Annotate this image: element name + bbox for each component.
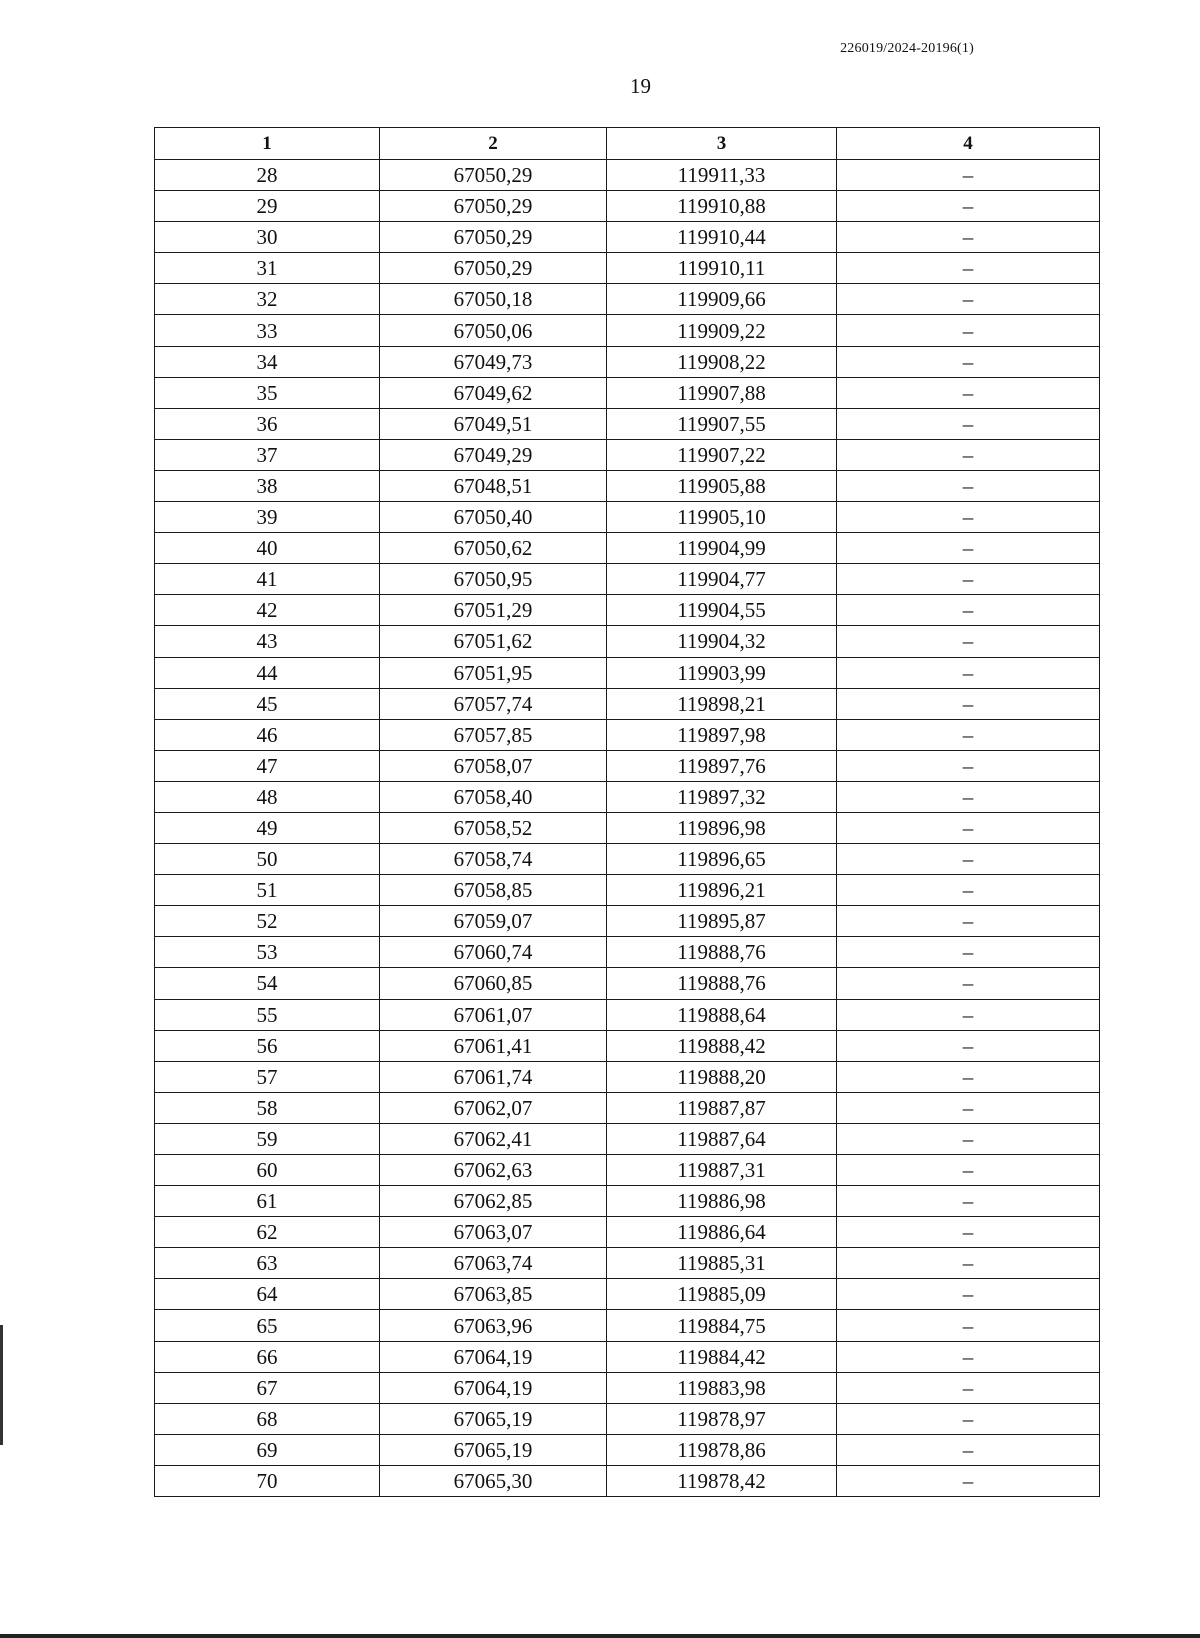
point-number-cell: 32 xyxy=(155,284,380,315)
table-row xyxy=(155,160,1100,191)
note-cell: – xyxy=(837,408,1100,439)
point-number-cell: 29 xyxy=(155,191,380,222)
x-coordinate-cell: 67065,19 xyxy=(380,1403,607,1434)
y-coordinate-cell: 119896,98 xyxy=(607,812,837,843)
x-coordinate-cell: 67050,06 xyxy=(380,315,607,346)
x-coordinate-cell: 67063,74 xyxy=(380,1248,607,1279)
x-coordinate-cell: 67061,07 xyxy=(380,999,607,1030)
x-coordinate-cell: 67051,62 xyxy=(380,626,607,657)
y-coordinate-cell: 119883,98 xyxy=(607,1372,837,1403)
y-coordinate-cell: 119907,22 xyxy=(607,439,837,470)
note-cell: – xyxy=(837,1061,1100,1092)
y-coordinate-cell: 119885,09 xyxy=(607,1279,837,1310)
x-coordinate-cell: 67057,85 xyxy=(380,719,607,750)
y-coordinate-cell: 119905,88 xyxy=(607,470,837,501)
x-coordinate-cell: 67062,63 xyxy=(380,1155,607,1186)
table-row xyxy=(155,1061,1100,1092)
x-coordinate-cell: 67059,07 xyxy=(380,906,607,937)
point-number-cell: 49 xyxy=(155,812,380,843)
note-cell: – xyxy=(837,1372,1100,1403)
x-coordinate-cell: 67050,95 xyxy=(380,564,607,595)
note-cell: – xyxy=(837,377,1100,408)
table-row xyxy=(155,999,1100,1030)
table-row xyxy=(155,1341,1100,1372)
y-coordinate-cell: 119887,64 xyxy=(607,1123,837,1154)
y-coordinate-cell: 119888,20 xyxy=(607,1061,837,1092)
note-cell: – xyxy=(837,533,1100,564)
table-row xyxy=(155,626,1100,657)
table-row xyxy=(155,968,1100,999)
column-header-3: 3 xyxy=(607,128,837,160)
table-row xyxy=(155,1403,1100,1434)
note-cell: – xyxy=(837,719,1100,750)
note-cell: – xyxy=(837,502,1100,533)
point-number-cell: 67 xyxy=(155,1372,380,1403)
point-number-cell: 69 xyxy=(155,1434,380,1465)
x-coordinate-cell: 67060,85 xyxy=(380,968,607,999)
x-coordinate-cell: 67058,52 xyxy=(380,812,607,843)
table-header xyxy=(155,128,1100,160)
table-row xyxy=(155,844,1100,875)
y-coordinate-cell: 119904,55 xyxy=(607,595,837,626)
note-cell: – xyxy=(837,875,1100,906)
note-cell: – xyxy=(837,315,1100,346)
y-coordinate-cell: 119895,87 xyxy=(607,906,837,937)
y-coordinate-cell: 119896,21 xyxy=(607,875,837,906)
table-row xyxy=(155,906,1100,937)
note-cell: – xyxy=(837,191,1100,222)
y-coordinate-cell: 119909,22 xyxy=(607,315,837,346)
note-cell: – xyxy=(837,999,1100,1030)
note-cell: – xyxy=(837,346,1100,377)
table-row xyxy=(155,1465,1100,1496)
x-coordinate-cell: 67050,40 xyxy=(380,502,607,533)
y-coordinate-cell: 119910,44 xyxy=(607,222,837,253)
table-row xyxy=(155,1155,1100,1186)
note-cell: – xyxy=(837,1030,1100,1061)
y-coordinate-cell: 119887,31 xyxy=(607,1155,837,1186)
y-coordinate-cell: 119878,97 xyxy=(607,1403,837,1434)
note-cell: – xyxy=(837,1186,1100,1217)
x-coordinate-cell: 67050,29 xyxy=(380,191,607,222)
table-row xyxy=(155,253,1100,284)
table-row xyxy=(155,781,1100,812)
note-cell: – xyxy=(837,1310,1100,1341)
table-row xyxy=(155,1248,1100,1279)
point-number-cell: 28 xyxy=(155,160,380,191)
note-cell: – xyxy=(837,968,1100,999)
note-cell: – xyxy=(837,470,1100,501)
y-coordinate-cell: 119884,75 xyxy=(607,1310,837,1341)
x-coordinate-cell: 67060,74 xyxy=(380,937,607,968)
point-number-cell: 37 xyxy=(155,439,380,470)
table-row xyxy=(155,1123,1100,1154)
y-coordinate-cell: 119885,31 xyxy=(607,1248,837,1279)
table-body xyxy=(155,160,1100,1497)
note-cell: – xyxy=(837,160,1100,191)
y-coordinate-cell: 119910,88 xyxy=(607,191,837,222)
x-coordinate-cell: 67049,62 xyxy=(380,377,607,408)
table-row xyxy=(155,533,1100,564)
x-coordinate-cell: 67058,85 xyxy=(380,875,607,906)
page-number: 19 xyxy=(630,74,651,98)
column-header-4: 4 xyxy=(837,128,1100,160)
point-number-cell: 31 xyxy=(155,253,380,284)
point-number-cell: 43 xyxy=(155,626,380,657)
table-row xyxy=(155,564,1100,595)
x-coordinate-cell: 67049,29 xyxy=(380,439,607,470)
note-cell: – xyxy=(837,439,1100,470)
note-cell: – xyxy=(837,626,1100,657)
point-number-cell: 40 xyxy=(155,533,380,564)
y-coordinate-cell: 119904,99 xyxy=(607,533,837,564)
point-number-cell: 46 xyxy=(155,719,380,750)
x-coordinate-cell: 67061,74 xyxy=(380,1061,607,1092)
note-cell: – xyxy=(837,906,1100,937)
y-coordinate-cell: 119887,87 xyxy=(607,1092,837,1123)
y-coordinate-cell: 119898,21 xyxy=(607,688,837,719)
note-cell: – xyxy=(837,1279,1100,1310)
scan-edge-mark xyxy=(0,1325,3,1445)
y-coordinate-cell: 119888,76 xyxy=(607,968,837,999)
point-number-cell: 64 xyxy=(155,1279,380,1310)
point-number-cell: 58 xyxy=(155,1092,380,1123)
note-cell: – xyxy=(837,688,1100,719)
x-coordinate-cell: 67062,41 xyxy=(380,1123,607,1154)
point-number-cell: 45 xyxy=(155,688,380,719)
x-coordinate-cell: 67058,74 xyxy=(380,844,607,875)
table-row xyxy=(155,595,1100,626)
y-coordinate-cell: 119884,42 xyxy=(607,1341,837,1372)
note-cell: – xyxy=(837,564,1100,595)
point-number-cell: 50 xyxy=(155,844,380,875)
table-row xyxy=(155,750,1100,781)
note-cell: – xyxy=(837,1341,1100,1372)
note-cell: – xyxy=(837,1465,1100,1496)
point-number-cell: 53 xyxy=(155,937,380,968)
y-coordinate-cell: 119907,88 xyxy=(607,377,837,408)
note-cell: – xyxy=(837,937,1100,968)
point-number-cell: 55 xyxy=(155,999,380,1030)
point-number-cell: 33 xyxy=(155,315,380,346)
note-cell: – xyxy=(837,222,1100,253)
note-cell: – xyxy=(837,595,1100,626)
point-number-cell: 36 xyxy=(155,408,380,439)
table-row xyxy=(155,346,1100,377)
table-row xyxy=(155,284,1100,315)
x-coordinate-cell: 67065,19 xyxy=(380,1434,607,1465)
x-coordinate-cell: 67048,51 xyxy=(380,470,607,501)
table-row xyxy=(155,1310,1100,1341)
x-coordinate-cell: 67050,29 xyxy=(380,253,607,284)
column-header-1: 1 xyxy=(155,128,380,160)
table-row xyxy=(155,377,1100,408)
x-coordinate-cell: 67064,19 xyxy=(380,1341,607,1372)
x-coordinate-cell: 67050,29 xyxy=(380,160,607,191)
x-coordinate-cell: 67063,96 xyxy=(380,1310,607,1341)
point-number-cell: 52 xyxy=(155,906,380,937)
table-row xyxy=(155,222,1100,253)
point-number-cell: 62 xyxy=(155,1217,380,1248)
x-coordinate-cell: 67061,41 xyxy=(380,1030,607,1061)
x-coordinate-cell: 67064,19 xyxy=(380,1372,607,1403)
note-cell: – xyxy=(837,1217,1100,1248)
table-row xyxy=(155,502,1100,533)
point-number-cell: 68 xyxy=(155,1403,380,1434)
x-coordinate-cell: 67058,40 xyxy=(380,781,607,812)
y-coordinate-cell: 119886,64 xyxy=(607,1217,837,1248)
table-row xyxy=(155,1372,1100,1403)
point-number-cell: 57 xyxy=(155,1061,380,1092)
note-cell: – xyxy=(837,1434,1100,1465)
note-cell: – xyxy=(837,781,1100,812)
point-number-cell: 48 xyxy=(155,781,380,812)
point-number-cell: 54 xyxy=(155,968,380,999)
y-coordinate-cell: 119886,98 xyxy=(607,1186,837,1217)
table-row xyxy=(155,1092,1100,1123)
table-row xyxy=(155,191,1100,222)
table-row xyxy=(155,439,1100,470)
table-row xyxy=(155,688,1100,719)
y-coordinate-cell: 119888,76 xyxy=(607,937,837,968)
table-row xyxy=(155,1186,1100,1217)
point-number-cell: 44 xyxy=(155,657,380,688)
note-cell: – xyxy=(837,657,1100,688)
point-number-cell: 60 xyxy=(155,1155,380,1186)
note-cell: – xyxy=(837,284,1100,315)
x-coordinate-cell: 67063,85 xyxy=(380,1279,607,1310)
point-number-cell: 63 xyxy=(155,1248,380,1279)
table-row xyxy=(155,937,1100,968)
x-coordinate-cell: 67049,73 xyxy=(380,346,607,377)
table-row xyxy=(155,719,1100,750)
y-coordinate-cell: 119904,32 xyxy=(607,626,837,657)
header-row xyxy=(155,128,1100,160)
note-cell: – xyxy=(837,1123,1100,1154)
point-number-cell: 56 xyxy=(155,1030,380,1061)
point-number-cell: 47 xyxy=(155,750,380,781)
coordinates-table xyxy=(154,127,1100,1497)
point-number-cell: 39 xyxy=(155,502,380,533)
table-row xyxy=(155,657,1100,688)
table-row xyxy=(155,470,1100,501)
point-number-cell: 35 xyxy=(155,377,380,408)
note-cell: – xyxy=(837,253,1100,284)
table-row xyxy=(155,1030,1100,1061)
table-row xyxy=(155,408,1100,439)
table-row xyxy=(155,1279,1100,1310)
table-row xyxy=(155,315,1100,346)
y-coordinate-cell: 119910,11 xyxy=(607,253,837,284)
x-coordinate-cell: 67049,51 xyxy=(380,408,607,439)
note-cell: – xyxy=(837,844,1100,875)
x-coordinate-cell: 67062,07 xyxy=(380,1092,607,1123)
x-coordinate-cell: 67050,29 xyxy=(380,222,607,253)
point-number-cell: 41 xyxy=(155,564,380,595)
table-row xyxy=(155,875,1100,906)
point-number-cell: 66 xyxy=(155,1341,380,1372)
y-coordinate-cell: 119897,76 xyxy=(607,750,837,781)
note-cell: – xyxy=(837,1155,1100,1186)
y-coordinate-cell: 119909,66 xyxy=(607,284,837,315)
x-coordinate-cell: 67050,62 xyxy=(380,533,607,564)
y-coordinate-cell: 119905,10 xyxy=(607,502,837,533)
point-number-cell: 51 xyxy=(155,875,380,906)
scan-bottom-border xyxy=(0,1634,1200,1638)
y-coordinate-cell: 119904,77 xyxy=(607,564,837,595)
x-coordinate-cell: 67062,85 xyxy=(380,1186,607,1217)
table-row xyxy=(155,812,1100,843)
y-coordinate-cell: 119896,65 xyxy=(607,844,837,875)
table-row xyxy=(155,1434,1100,1465)
y-coordinate-cell: 119888,42 xyxy=(607,1030,837,1061)
point-number-cell: 38 xyxy=(155,470,380,501)
y-coordinate-cell: 119888,64 xyxy=(607,999,837,1030)
x-coordinate-cell: 67063,07 xyxy=(380,1217,607,1248)
y-coordinate-cell: 119903,99 xyxy=(607,657,837,688)
point-number-cell: 59 xyxy=(155,1123,380,1154)
note-cell: – xyxy=(837,1403,1100,1434)
x-coordinate-cell: 67051,95 xyxy=(380,657,607,688)
y-coordinate-cell: 119897,98 xyxy=(607,719,837,750)
y-coordinate-cell: 119907,55 xyxy=(607,408,837,439)
column-header-2: 2 xyxy=(380,128,607,160)
point-number-cell: 70 xyxy=(155,1465,380,1496)
y-coordinate-cell: 119908,22 xyxy=(607,346,837,377)
point-number-cell: 65 xyxy=(155,1310,380,1341)
point-number-cell: 30 xyxy=(155,222,380,253)
document-id: 226019/2024-20196(1) xyxy=(840,41,974,56)
point-number-cell: 61 xyxy=(155,1186,380,1217)
note-cell: – xyxy=(837,812,1100,843)
note-cell: – xyxy=(837,1092,1100,1123)
x-coordinate-cell: 67050,18 xyxy=(380,284,607,315)
x-coordinate-cell: 67051,29 xyxy=(380,595,607,626)
x-coordinate-cell: 67058,07 xyxy=(380,750,607,781)
y-coordinate-cell: 119878,86 xyxy=(607,1434,837,1465)
y-coordinate-cell: 119897,32 xyxy=(607,781,837,812)
x-coordinate-cell: 67057,74 xyxy=(380,688,607,719)
y-coordinate-cell: 119878,42 xyxy=(607,1465,837,1496)
y-coordinate-cell: 119911,33 xyxy=(607,160,837,191)
note-cell: – xyxy=(837,1248,1100,1279)
x-coordinate-cell: 67065,30 xyxy=(380,1465,607,1496)
point-number-cell: 34 xyxy=(155,346,380,377)
table-row xyxy=(155,1217,1100,1248)
note-cell: – xyxy=(837,750,1100,781)
point-number-cell: 42 xyxy=(155,595,380,626)
